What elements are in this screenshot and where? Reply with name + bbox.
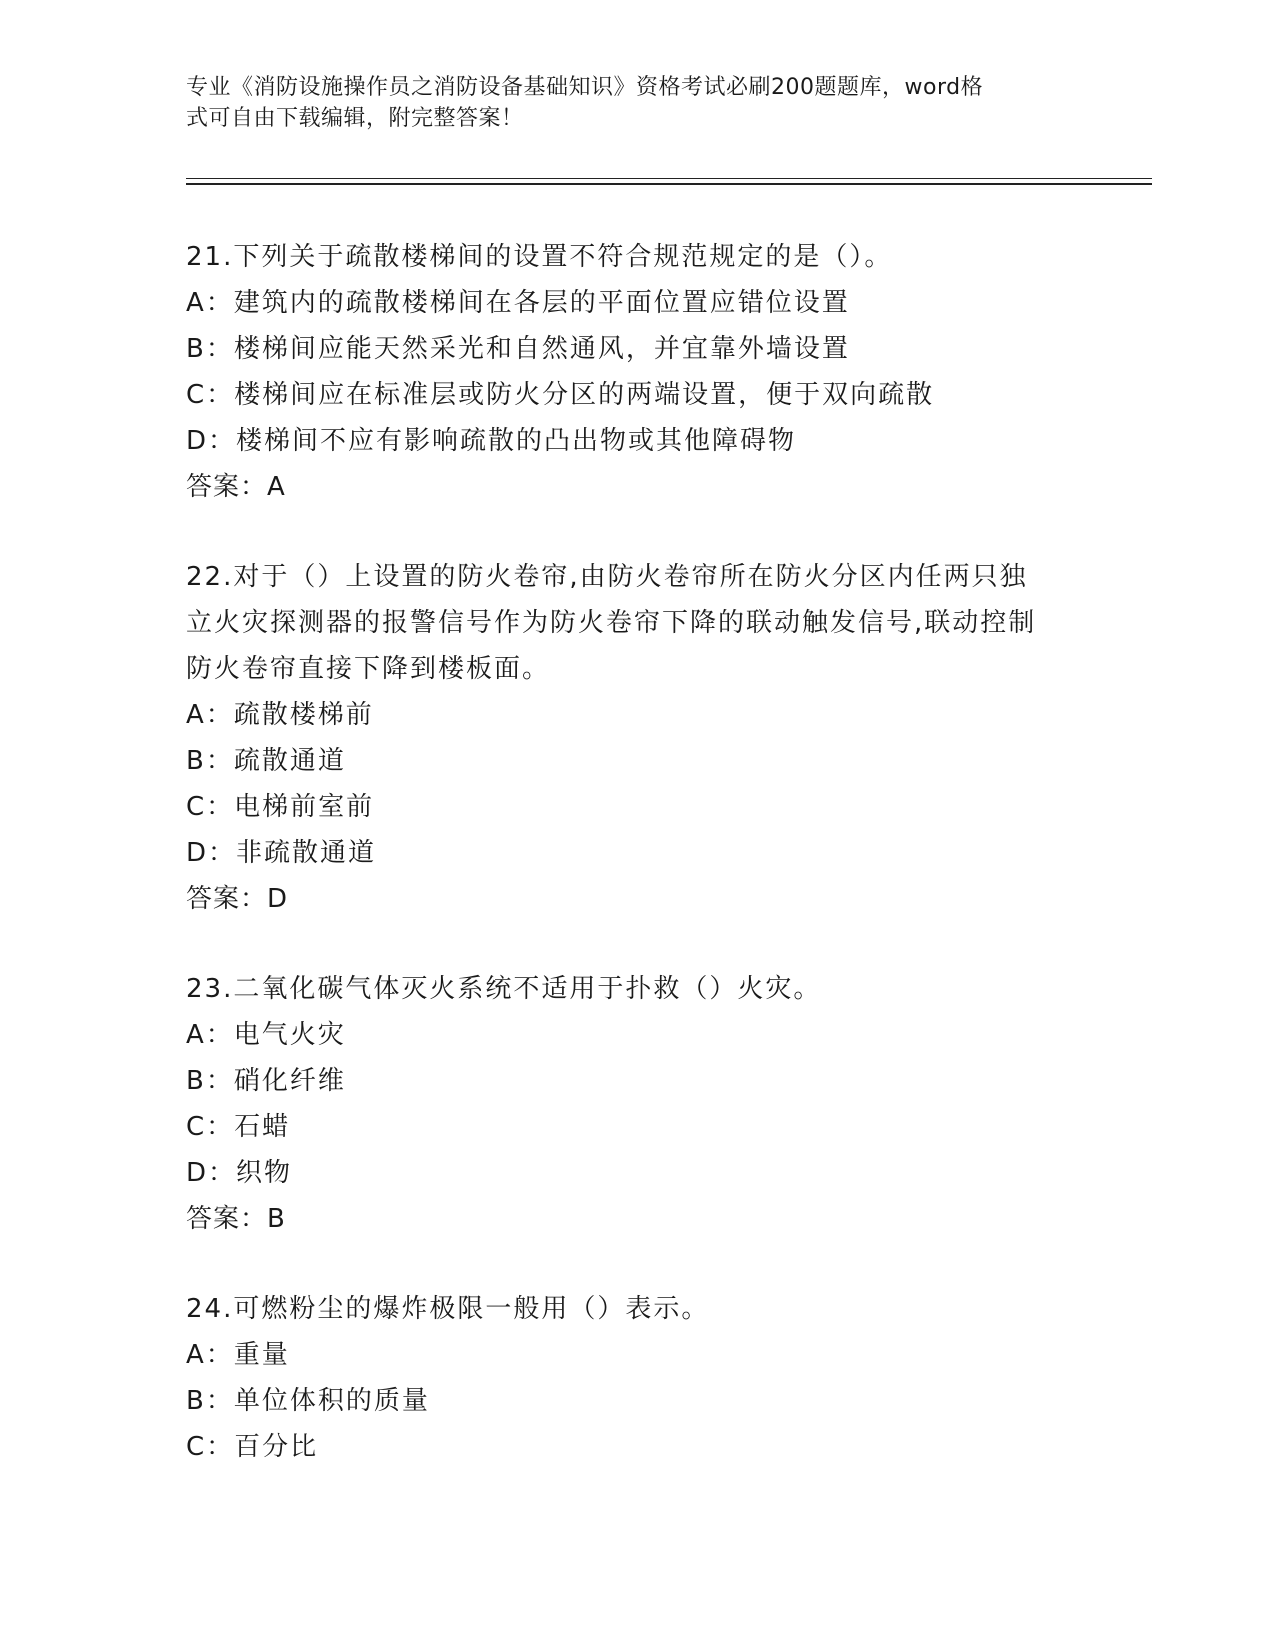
- option-b: B：楼梯间应能天然采光和自然通风，并宜靠外墙设置: [186, 334, 850, 364]
- question-21: [186, 234, 1086, 510]
- question-stem-line-1: 22.对于（）上设置的防火卷帘,由防火卷帘所在防火分区内任两只独: [186, 562, 1028, 592]
- option-d: D：楼梯间不应有影响疏散的凸出物或其他障碍物: [186, 426, 797, 456]
- question-23: [186, 966, 1086, 1242]
- option-c: C：石蜡: [186, 1112, 291, 1142]
- question-stem: 24.可燃粉尘的爆炸极限一般用（）表示。: [186, 1294, 710, 1324]
- option-c: C：百分比: [186, 1432, 319, 1462]
- question-stem: 21.下列关于疏散楼梯间的设置不符合规范规定的是（）。: [186, 242, 893, 272]
- option-a: A：建筑内的疏散楼梯间在各层的平面位置应错位设置: [186, 288, 850, 318]
- option-b: B：硝化纤维: [186, 1066, 346, 1096]
- option-b: B：单位体积的质量: [186, 1386, 430, 1416]
- header-line-1: 专业《消防设施操作员之消防设备基础知识》资格考试必刷200题题库，word格: [186, 75, 984, 100]
- question-stem-line-2: 立火灾探测器的报警信号作为防火卷帘下降的联动触发信号,联动控制: [186, 608, 1037, 638]
- option-c: C：电梯前室前: [186, 792, 375, 822]
- question-stem-line-3: 防火卷帘直接下降到楼板面。: [186, 654, 551, 684]
- header-divider-thin: [186, 178, 1152, 179]
- option-a: A：电气火灾: [186, 1020, 346, 1050]
- option-d: D：非疏散通道: [186, 838, 377, 868]
- answer-line: 答案：A: [186, 472, 286, 502]
- option-a: A：重量: [186, 1340, 290, 1370]
- option-b: B：疏散通道: [186, 746, 346, 776]
- document-header: [186, 72, 1086, 134]
- answer-line: 答案：B: [186, 1204, 286, 1234]
- question-22: [186, 554, 1086, 922]
- question-24: [186, 1286, 1086, 1470]
- option-a: A：疏散楼梯前: [186, 700, 374, 730]
- header-divider-thick: [186, 183, 1152, 185]
- option-d: D：织物: [186, 1158, 293, 1188]
- answer-line: 答案：D: [186, 884, 289, 914]
- question-stem: 23.二氧化碳气体灭火系统不适用于扑救（）火灾。: [186, 974, 822, 1004]
- option-c: C：楼梯间应在标准层或防火分区的两端设置，便于双向疏散: [186, 380, 935, 410]
- header-line-2: 式可自由下载编辑，附完整答案！: [186, 106, 524, 131]
